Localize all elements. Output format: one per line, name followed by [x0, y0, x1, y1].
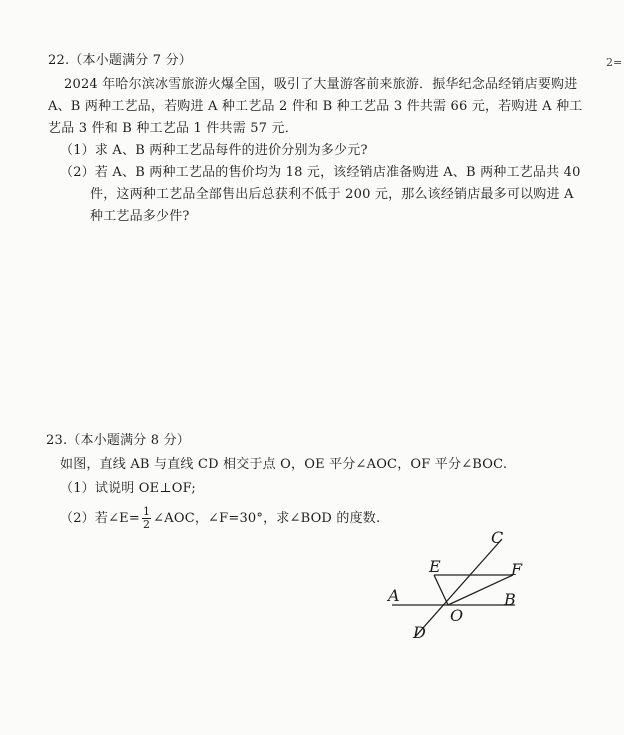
q23-title: 23.（本小题满分 8 分）: [46, 433, 191, 448]
segment-oe: [434, 575, 448, 605]
q22-title: 22.（本小题满分 7 分）: [48, 53, 193, 68]
label-e: E: [429, 557, 441, 576]
q23-part-2-suffix: ∠AOC，∠F=30°，求∠BOD 的度数.: [153, 511, 381, 526]
q22-stem-line-2: A、B 两种工艺品，若购进 A 种工艺品 2 件和 B 种工艺品 3 件共需 66 元，若购进 A 种工: [48, 99, 583, 114]
q22-part-2-line-1: （2）若 A、B 两种工艺品的售价均为 18 元，该经销店准备购进 A、B 两种工艺品共 40: [60, 165, 581, 180]
label-d: D: [413, 623, 426, 642]
q22-part-2-line-3: 种工艺品多少件?: [90, 209, 190, 224]
fraction-one-half: [142, 506, 151, 531]
label-f: F: [511, 560, 523, 579]
page-edge-mark: 2=: [606, 56, 623, 69]
q23-stem: 如图，直线 AB 与直线 CD 相交于点 O，OE 平分∠AOC，OF 平分∠BOC.: [60, 457, 508, 472]
fraction-denominator: 2: [142, 518, 151, 531]
label-o: O: [450, 606, 464, 625]
fraction-numerator: 1: [142, 505, 151, 518]
label-a: A: [388, 586, 400, 605]
q22-part-2-line-2: 件，这两种工艺品全部售出后总获利不低于 200 元，那么该经销店最多可以购进 A: [90, 187, 574, 202]
q23-part-2: [60, 506, 380, 531]
q22-stem-line-1: 2024 年哈尔滨冰雪旅游火爆全国，吸引了大量游客前来旅游．振华纪念品经销店要购进: [64, 77, 578, 92]
label-b: B: [504, 590, 516, 609]
q23-part-2-prefix: （2）若∠E=: [60, 511, 140, 526]
geometry-figure: [380, 525, 530, 650]
q22-part-1: （1）求 A、B 两种工艺品每件的进价分别为多少元?: [60, 143, 368, 158]
q22-stem-line-3: 艺品 3 件和 B 种工艺品 1 件共需 57 元．: [48, 121, 298, 136]
q23-part-1: （1）试说明 OE⊥OF;: [60, 481, 196, 496]
label-c: C: [491, 528, 504, 547]
